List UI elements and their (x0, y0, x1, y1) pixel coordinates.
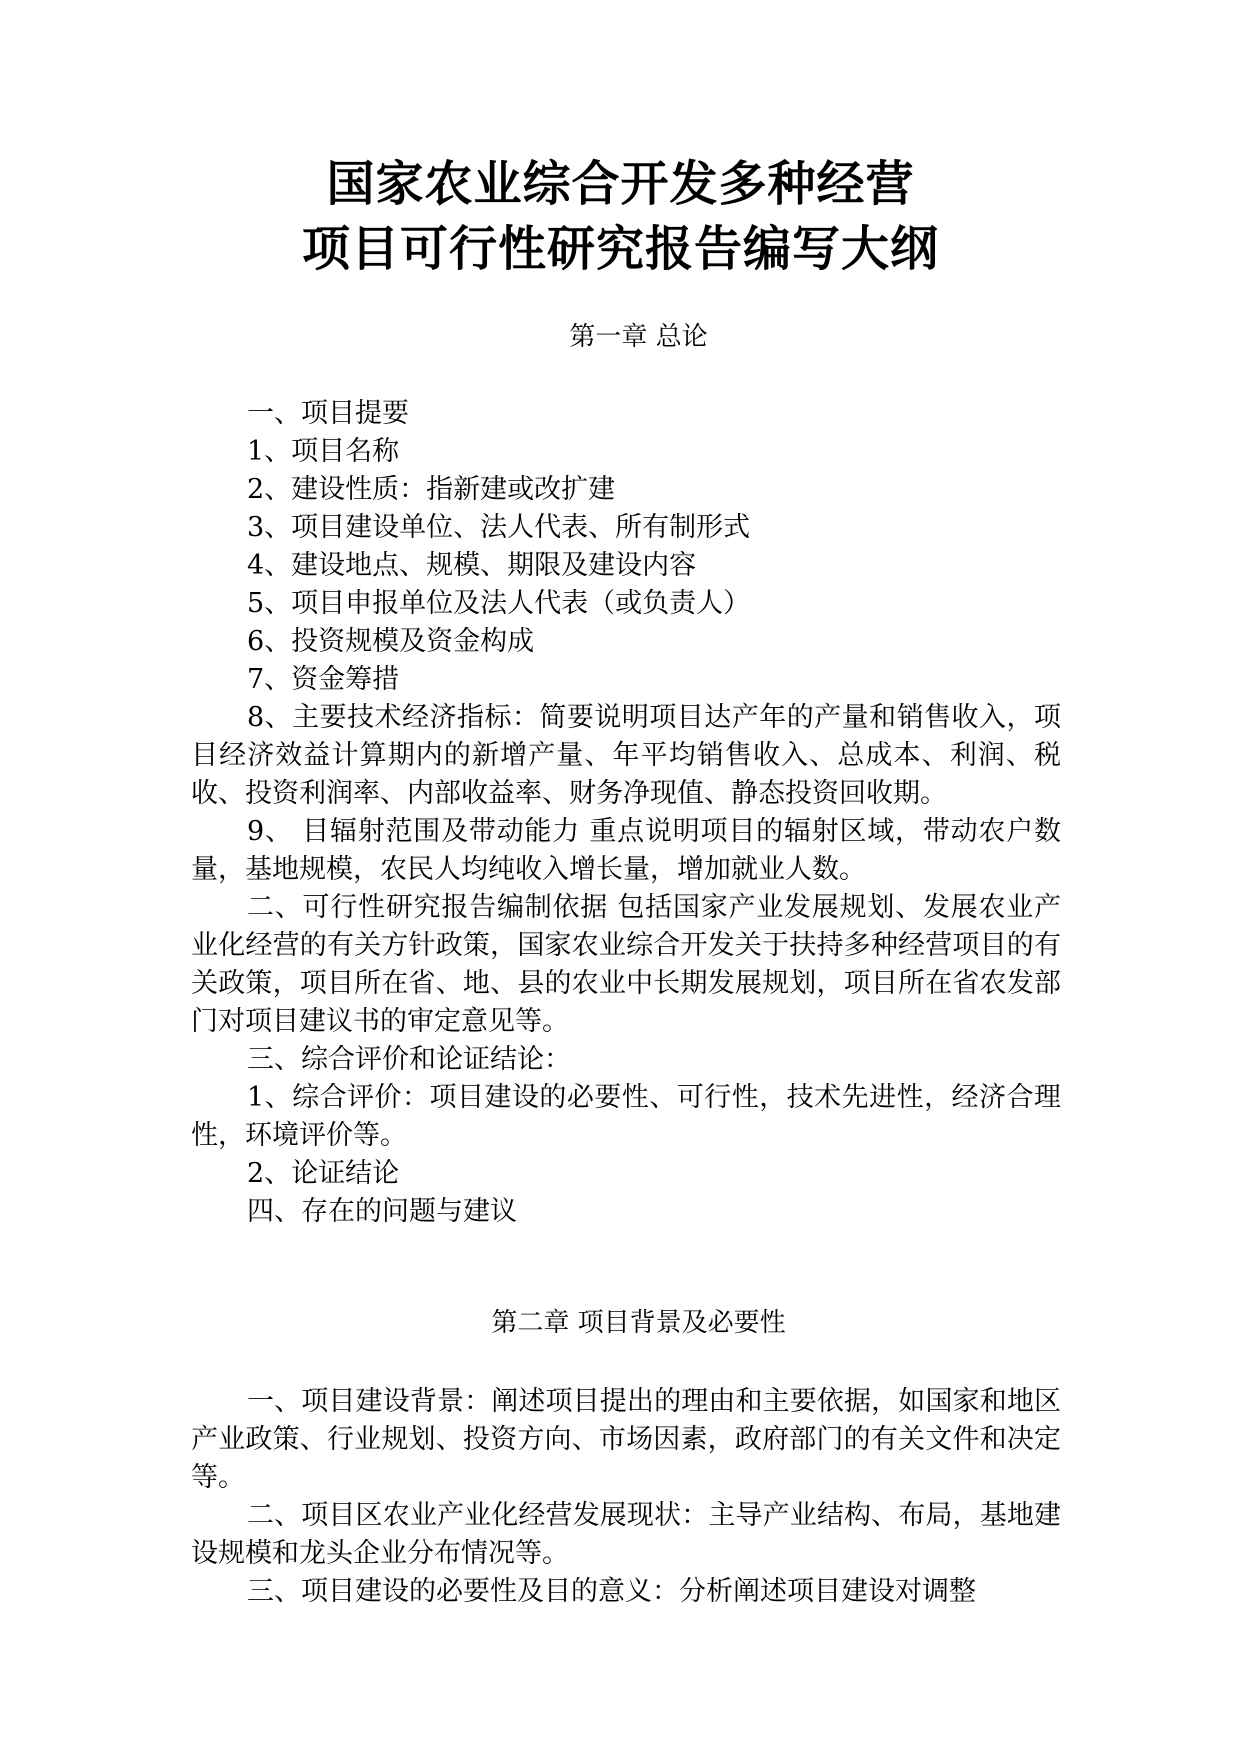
paragraph: 三、综合评价和论证结论： (247, 1044, 571, 1075)
paragraph: 一、项目提要 (247, 398, 409, 429)
paragraph: 三、项目建设的必要性及目的意义：分析阐述项目建设对调整 (247, 1576, 976, 1607)
paragraph: 二、可行性研究报告编制依据 包括国家产业发展规划、发展农业产业化经营的有关方针政策，国家农业综合开发关于扶持多种经营项目的有关政策，项目所在省、地、县的农业中长期发展规划，项目所在省农发部门对项目建议书的审定意见等。 (191, 892, 1061, 1037)
paragraph: 1、综合评价：项目建设的必要性、可行性，技术先进性，经济合理性，环境评价等。 (191, 1082, 1061, 1151)
paragraph: 二、项目区农业产业化经营发展现状：主导产业结构、布局，基地建设规模和龙头企业分布情况等。 (191, 1500, 1061, 1569)
chapter-1-heading: 第一章 总论 (569, 322, 708, 352)
paragraph: 3、项目建设单位、法人代表、所有制形式 (247, 512, 751, 543)
chapter-2-heading: 第二章 项目背景及必要性 (491, 1308, 786, 1338)
paragraph: 6、投资规模及资金构成 (247, 626, 535, 657)
chapter-2-body (191, 1383, 1061, 1611)
paragraph: 1、项目名称 (247, 436, 400, 467)
paragraph: 9、 目辐射范围及带动能力 重点说明项目的辐射区域，带动农户数量，基地规模，农民人均纯收入增长量，增加就业人数。 (191, 816, 1061, 885)
document-title-line-1: 国家农业综合开发多种经营 (326, 156, 915, 212)
paragraph: 8、主要技术经济指标：简要说明项目达产年的产量和销售收入，项目经济效益计算期内的新增产量、年平均销售收入、总成本、利润、税收、投资利润率、内部收益率、财务净现值、静态投资回收期。 (191, 702, 1061, 809)
document-title-line-2: 项目可行性研究报告编写大纲 (301, 221, 939, 277)
paragraph: 4、建设地点、规模、期限及建设内容 (247, 550, 697, 581)
paragraph: 2、论证结论 (247, 1158, 400, 1189)
paragraph: 5、项目申报单位及法人代表（或负责人） (247, 588, 751, 619)
paragraph: 7、资金筹措 (247, 664, 400, 695)
paragraph: 四、存在的问题与建议 (247, 1196, 517, 1227)
chapter-1-body (191, 395, 1061, 1231)
paragraph: 2、建设性质：指新建或改扩建 (247, 474, 616, 505)
paragraph: 一、项目建设背景：阐述项目提出的理由和主要依据，如国家和地区产业政策、行业规划、投资方向、市场因素，政府部门的有关文件和决定等。 (191, 1386, 1061, 1493)
